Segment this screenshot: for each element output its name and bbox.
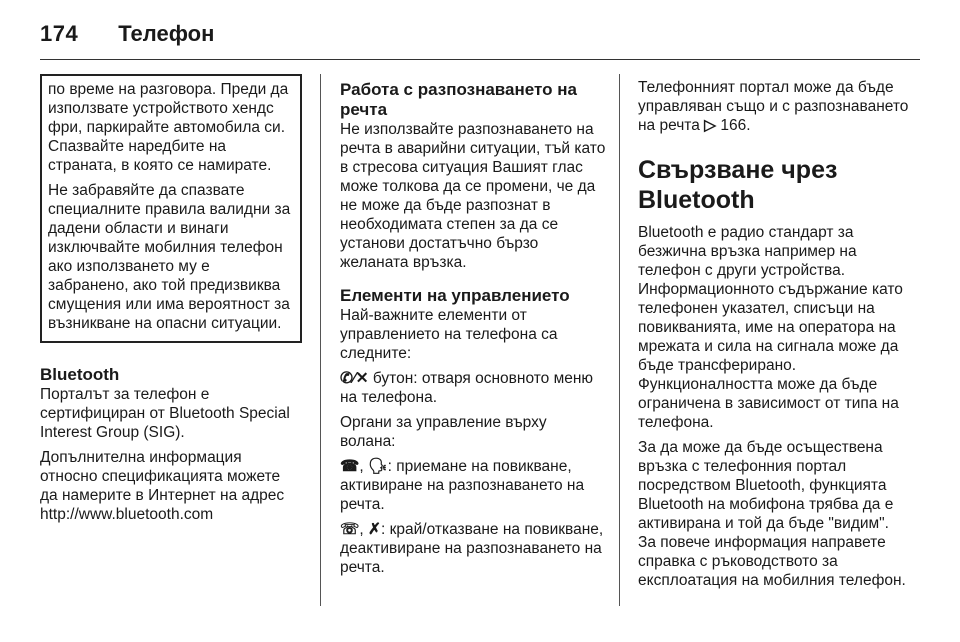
bluetooth-text-1: Порталът за телефон е сертифициран от Bluetooth Special Interest Group (SIG). <box>40 386 290 441</box>
controls-heading: Елементи на управлението <box>340 286 570 305</box>
column-2 <box>340 80 606 583</box>
page-title: Телефон <box>118 21 215 46</box>
controls-text: Най-важните елементи от управлението на телефона са следните: <box>340 307 558 362</box>
page-reference-icon: ▷ <box>704 117 717 134</box>
connect-bluetooth-heading: Свързване чрез Bluetooth <box>638 156 838 214</box>
voice-heading: Работа с разпознаването на речта <box>340 80 577 119</box>
phone-button-text: бутон: отваря основното меню на телефона. <box>340 370 594 406</box>
column-3 <box>638 78 910 596</box>
column-1 <box>40 78 302 530</box>
answer-call-icon: ☎ <box>340 458 360 475</box>
page-number: 174 <box>40 21 79 46</box>
answer-item: ☎, 🗣: приемане на повикване, активиране на разпознаването на речта. <box>340 458 585 513</box>
voice-off-icon: ✗ <box>368 521 382 538</box>
bluetooth-text-2: Допълнителна информация относно спецификацията можете да намерите в Интернет на адрес http://www.bluetooth.com <box>40 449 285 523</box>
header-rule <box>40 59 920 60</box>
bluetooth-heading: Bluetooth <box>40 365 120 384</box>
column-divider-2 <box>619 74 620 606</box>
portal-voice-text: Телефонният портал може да бъде управляван също и с разпознаването на речта ▷ 166. <box>638 79 909 134</box>
voice-text: Не използвайте разпознаването на речта в аварийни ситуации, тъй като в стресова ситуация Вашият глас може толкова да се промени, че да не може да бъде разпознат в необходимата степен за да се установи достатъчно бързо желаната връзка. <box>340 121 606 271</box>
warning-text-2: Не забравяйте да спазвате специалните правила валидни за дадени области и винаги изключвайте мобилния телефон ако използването му е забранено, ако той предизвиква смущения или има вероятност за възникване на опасни ситуации. <box>48 182 291 332</box>
phone-button-item <box>340 369 606 407</box>
page-reference: 166 <box>720 117 747 134</box>
wheel-controls-text: Органи за управление върху волана: <box>340 414 547 450</box>
warning-box <box>40 74 302 343</box>
hangup-icon: ☏ <box>340 521 360 538</box>
connect-text-2: За да може да бъде осъществена връзка с телефонния портал посредством Bluetooth, функцията Bluetooth на мобифона трябва да е активирана и той да бъде "видим". За повече информация направете справка с ръководството за експлоатация на мобилния телефон. <box>638 439 906 589</box>
warning-text-1: по време на разговора. Преди да използвате устройството хендс фри, паркирайте автомобила си. Спазвайте наредбите на страната, в която се намирате. <box>48 81 289 174</box>
connect-text-1: Bluetooth е радио стандарт за безжична връзка например на телефон с други устройства. Информационното съдържание като телефонен указател, списъци на повикванията, име на оператора на мрежата и сила на сигнала може да бъде трансферирано. Функционалността може да бъде ограничена в зависимост от типа на телефона. <box>638 224 903 431</box>
hangup-item: ☏, ✗: край/отказване на повикване, деактивиране на разпознаването на речта. <box>340 521 604 576</box>
voice-recognition-icon: 🗣 <box>367 458 388 475</box>
page-header <box>40 14 214 54</box>
answer-text: : приемане на повикване, активиране на разпознаването на речта. <box>340 458 585 513</box>
phone-mute-icon: ✆⁄✕ <box>340 370 369 387</box>
hangup-text: : край/отказване на повикване, деактивиране на разпознаването на речта. <box>340 521 604 576</box>
column-divider-1 <box>320 74 321 606</box>
